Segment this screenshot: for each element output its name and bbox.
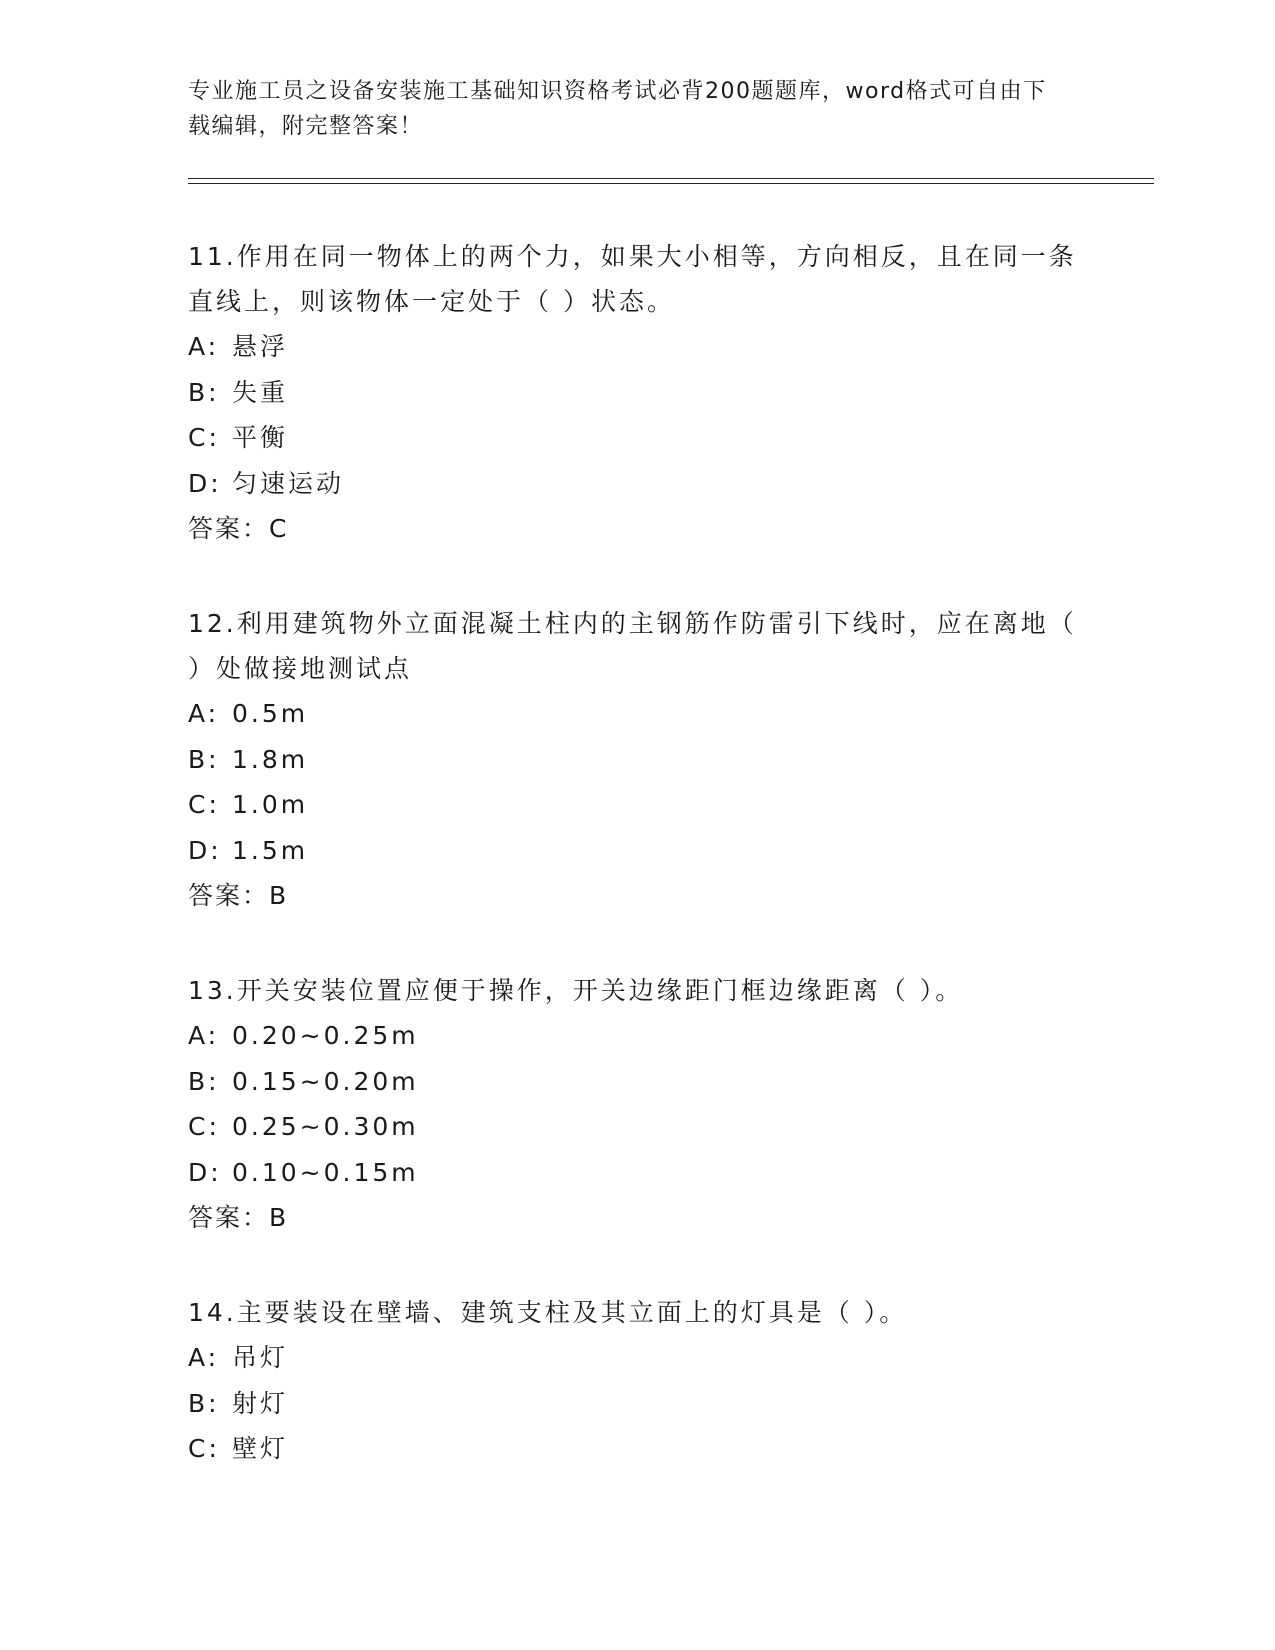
option-letter: D: xyxy=(188,468,222,498)
option-a xyxy=(188,1013,1088,1059)
option-text: 壁灯 xyxy=(232,1434,289,1463)
option-letter: A: xyxy=(188,699,220,728)
option-text: 射灯 xyxy=(232,1388,289,1418)
option-b xyxy=(188,370,1088,416)
option-d xyxy=(188,828,1088,874)
option-text: 平衡 xyxy=(232,423,289,452)
question-stem: 14.主要装设在壁墙、建筑支柱及其立面上的灯具是（ ）。 xyxy=(188,1298,908,1327)
option-a xyxy=(188,691,1088,737)
header-divider-top xyxy=(188,178,1154,179)
option-letter: A: xyxy=(188,1021,220,1050)
option-letter: C: xyxy=(188,790,220,819)
option-c xyxy=(188,1104,1088,1150)
option-letter: C: xyxy=(188,1434,220,1463)
option-text: 1.0m xyxy=(232,790,309,819)
answer-line: 答案：B xyxy=(188,1203,289,1232)
option-letter: B: xyxy=(188,1066,220,1096)
option-b xyxy=(188,1381,1088,1427)
option-letter: D: xyxy=(188,835,222,865)
option-text: 0.20~0.25m xyxy=(232,1021,419,1050)
option-letter: B: xyxy=(188,1388,220,1418)
question-12 xyxy=(188,601,1088,918)
option-letter: C: xyxy=(188,423,220,452)
question-13 xyxy=(188,968,1088,1240)
option-d xyxy=(188,1150,1088,1196)
question-stem: 13.开关安装位置应便于操作，开关边缘距门框边缘距离（ ）。 xyxy=(188,976,964,1005)
option-b xyxy=(188,1059,1088,1105)
option-c xyxy=(188,782,1088,828)
option-letter: A: xyxy=(188,1343,220,1372)
option-letter: B: xyxy=(188,744,220,774)
option-b xyxy=(188,737,1088,783)
question-stem: 12.利用建筑物外立面混凝土柱内的主钢筋作防雷引下线时，应在离地（ ）处做接地测试点 xyxy=(188,609,1077,683)
option-text: 匀速运动 xyxy=(232,468,345,498)
option-text: 失重 xyxy=(232,377,289,407)
option-c xyxy=(188,1426,1088,1472)
option-text: 1.5m xyxy=(232,835,309,865)
option-letter: A: xyxy=(188,332,220,361)
question-14 xyxy=(188,1290,1088,1472)
option-a xyxy=(188,1335,1088,1381)
question-stem: 11.作用在同一物体上的两个力，如果大小相等，方向相反，且在同一条直线上，则该物体一定处于（ ）状态。 xyxy=(188,242,1077,316)
option-text: 1.8m xyxy=(232,744,309,774)
document-header: 专业施工员之设备安装施工基础知识资格考试必背200题题库，word格式可自由下载编辑，附完整答案！ xyxy=(188,79,1047,139)
option-text: 0.10~0.15m xyxy=(232,1157,419,1187)
answer-line: 答案：B xyxy=(188,881,289,910)
option-letter: B: xyxy=(188,377,220,407)
option-letter: D: xyxy=(188,1157,222,1187)
option-letter: C: xyxy=(188,1112,220,1141)
option-text: 0.25~0.30m xyxy=(232,1112,419,1141)
option-d xyxy=(188,461,1088,507)
option-text: 0.5m xyxy=(232,699,309,728)
option-text: 悬浮 xyxy=(232,332,289,361)
question-11 xyxy=(188,234,1088,551)
option-a xyxy=(188,324,1088,370)
option-text: 吊灯 xyxy=(232,1343,289,1372)
option-c xyxy=(188,415,1088,461)
option-text: 0.15~0.20m xyxy=(232,1066,419,1096)
answer-line: 答案：C xyxy=(188,514,289,543)
header-divider-bottom xyxy=(188,183,1154,184)
